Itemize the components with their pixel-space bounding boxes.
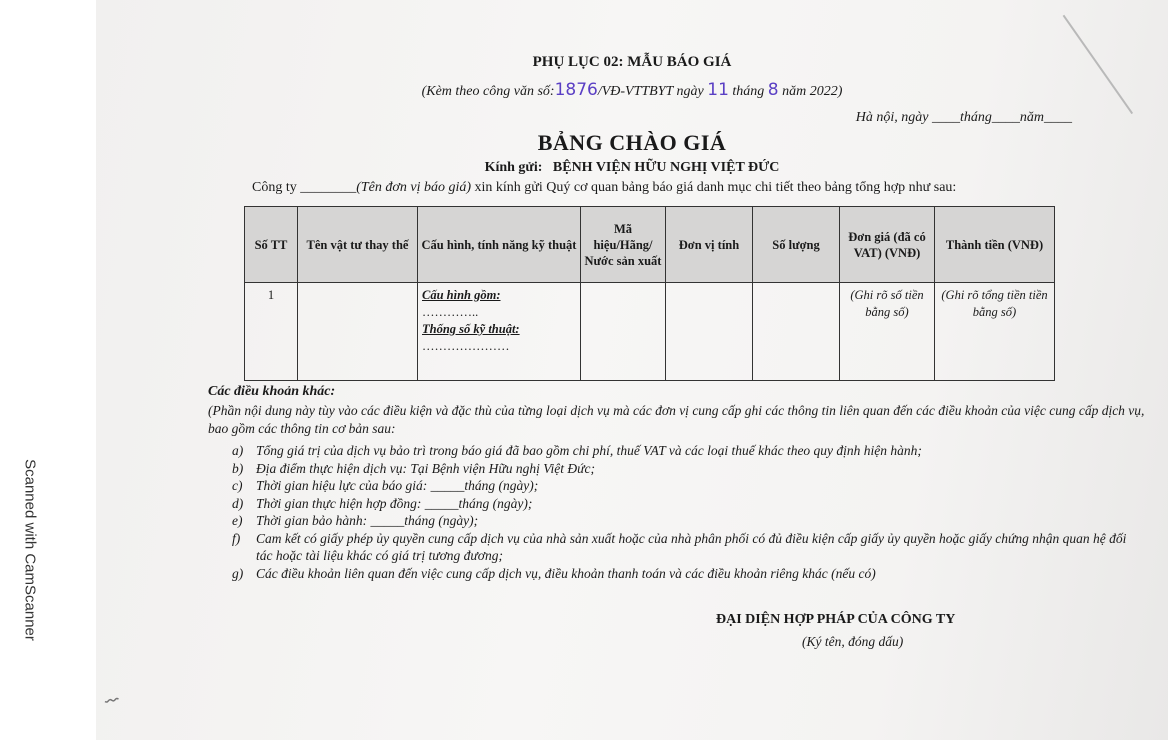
cell-config xyxy=(418,283,581,381)
table-row xyxy=(245,283,1055,381)
signature-title: ĐẠI DIỆN HỢP PHÁP CỦA CÔNG TY xyxy=(716,612,956,627)
cell-price-note: (Ghi rõ số tiền bằng số) xyxy=(840,283,935,381)
intro-company: Công ty ________ xyxy=(252,180,357,195)
scanner-side-strip xyxy=(0,0,96,740)
terms-intro: (Phần nội dung này tùy vào các điều kiện và đặc thù của từng loại dịch vụ mà các đơn vị cung cấp ghi các thông tin liên quan đến các điều khoản của việc cung cấp dịch vụ, bao gồm các thông tin cơ bản sau: xyxy=(208,403,1145,436)
list-item xyxy=(232,530,1132,565)
signature-note: (Ký tên, đóng dấu) xyxy=(802,634,904,649)
appendix-title: PHỤ LỤC 02: MẪU BÁO GIÁ xyxy=(532,54,732,70)
item-text: Thời gian thực hiện hợp đồng: _____tháng (ngày); xyxy=(256,495,533,511)
ref-number-handwritten: 1876 xyxy=(554,80,598,100)
terms-title: Các điều khoản khác: xyxy=(208,384,336,399)
terms-list xyxy=(232,442,1132,582)
col-stt: Số TT xyxy=(245,207,298,283)
quote-table xyxy=(244,206,1055,381)
item-letter: a) xyxy=(232,443,244,458)
item-letter: e) xyxy=(232,513,243,528)
col-price: Đơn giá (đã có VAT) (VNĐ) xyxy=(840,207,935,283)
item-text: Các điều khoản liên quan đến việc cung cấp dịch vụ, điều khoản thanh toán và các điều khoản riêng khác (nếu có) xyxy=(256,565,876,581)
item-letter: c) xyxy=(232,478,243,493)
col-total: Thành tiền (VNĐ) xyxy=(935,207,1055,283)
ref-prefix: (Kèm theo công văn số: xyxy=(421,84,555,99)
item-text: Tổng giá trị của dịch vụ bảo trì trong báo giá đã bao gồm chi phí, thuế VAT và các loại thuế khác theo quy định hiện hành; xyxy=(256,443,922,458)
list-item xyxy=(232,477,1132,495)
config-dots: ………….. xyxy=(422,305,479,319)
ref-day-handwritten: 11 xyxy=(707,80,729,100)
config-label: Cấu hình gồm: xyxy=(422,288,501,302)
col-config: Cấu hình, tính năng kỹ thuật xyxy=(418,207,581,283)
col-code: Mã hiệu/Hãng/ Nước sản xuất xyxy=(581,207,666,283)
table-header-row xyxy=(245,207,1055,283)
pen-mark-icon: ⌇ xyxy=(100,694,122,707)
item-letter: d) xyxy=(232,495,244,511)
cell-total-note: (Ghi rõ tổng tiền tiền bằng số) xyxy=(935,283,1055,381)
cell-name xyxy=(298,283,418,381)
list-item xyxy=(232,460,1132,478)
intro-unit: (Tên đơn vị báo giá) xyxy=(356,180,472,195)
item-letter: b) xyxy=(232,460,244,476)
ref-month-handwritten: 8 xyxy=(767,80,779,100)
recipient-label: Kính gửi: xyxy=(484,160,543,175)
cell-unit xyxy=(666,283,753,381)
cell-code xyxy=(581,283,666,381)
ref-month-label: tháng xyxy=(732,84,765,99)
ref-code: /VĐ-VTTBYT ngày xyxy=(597,84,704,99)
col-qty: Số lượng xyxy=(753,207,840,283)
document-page xyxy=(96,0,1168,740)
list-item xyxy=(232,495,1132,513)
cell-qty xyxy=(753,283,840,381)
col-unit: Đơn vị tính xyxy=(666,207,753,283)
spec-dots: ………………… xyxy=(422,339,510,353)
item-text: Thời gian bảo hành: _____tháng (ngày); xyxy=(256,513,479,528)
cell-stt: 1 xyxy=(245,283,298,381)
item-text: Thời gian hiệu lực của báo giá: _____tháng (ngày); xyxy=(256,478,539,493)
list-item xyxy=(232,565,1132,583)
intro-rest: xin kính gửi Quý cơ quan bảng báo giá danh mục chi tiết theo bảng tổng hợp như sau: xyxy=(471,180,957,195)
item-letter: g) xyxy=(232,565,244,581)
place-date-line: Hà nội, ngày ____tháng____năm____ xyxy=(855,110,1072,125)
reference-line xyxy=(96,80,1168,100)
scanner-watermark: Scanned with CamScanner xyxy=(21,459,39,641)
recipient-line xyxy=(96,160,1168,176)
spec-label: Thống số kỹ thuật: xyxy=(422,322,520,336)
item-text: Địa điểm thực hiện dịch vụ: Tại Bệnh viện Hữu nghị Việt Đức; xyxy=(256,460,596,476)
intro-line xyxy=(252,180,956,196)
main-title: BẢNG CHÀO GIÁ xyxy=(537,130,727,155)
ref-year: năm 2022) xyxy=(782,84,843,99)
col-name: Tên vật tư thay thế xyxy=(298,207,418,283)
item-letter: f) xyxy=(232,530,241,546)
list-item xyxy=(232,442,1132,460)
recipient-name: BỆNH VIỆN HỮU NGHỊ VIỆT ĐỨC xyxy=(552,160,780,175)
item-text: Cam kết có giấy phép ủy quyền cung cấp dịch vụ của nhà sản xuất hoặc của nhà phân phối có đủ điều kiện cấp giấy ủy quyền hoặc giấy chứng nhận quan hệ đối tác hoặc tài liệu khác có giá trị tương đương; xyxy=(256,530,1127,563)
list-item xyxy=(232,512,1132,530)
